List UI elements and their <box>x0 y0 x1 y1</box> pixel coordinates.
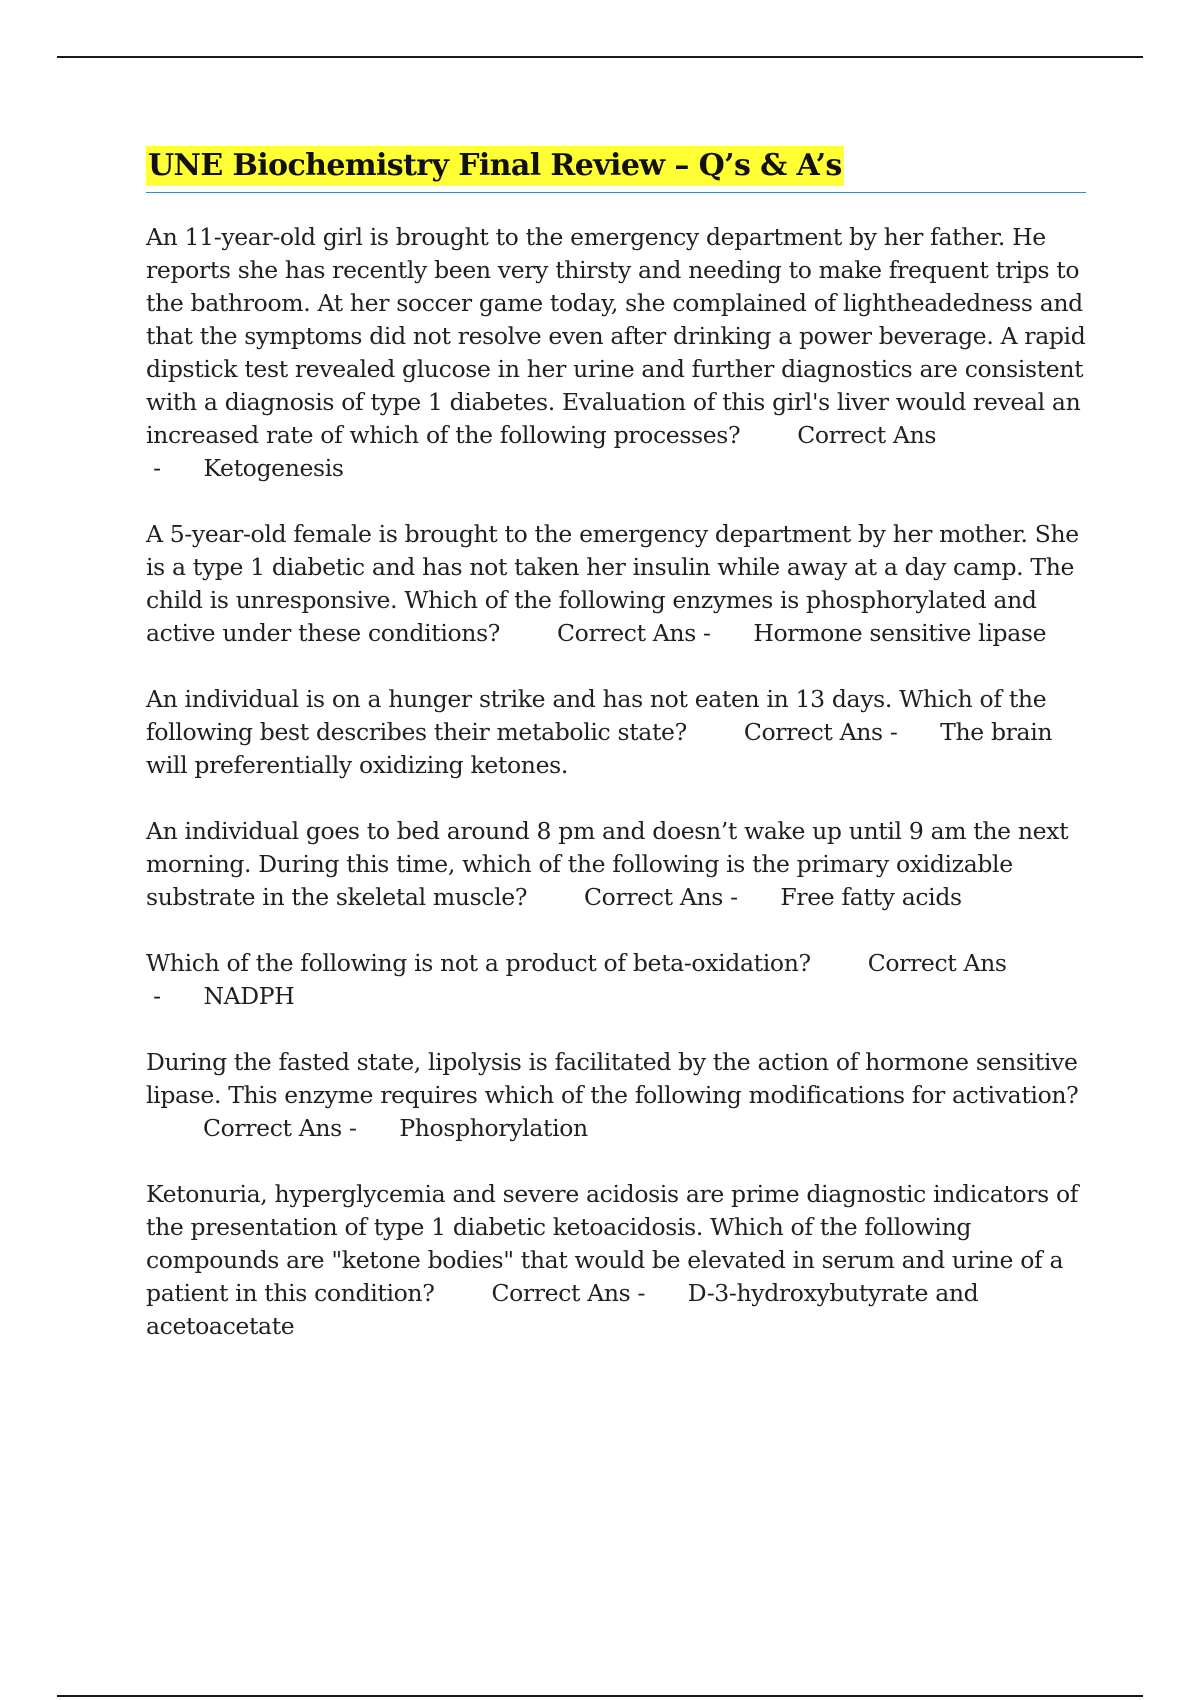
qa-item-3: An individual is on a hunger strike and has not eaten in 13 days. Which of the following best describes their metabolic state? Correct Ans - The brain will preferentially oxidizing ketones. <box>146 685 1053 779</box>
qa-item-2: A 5-year-old female is brought to the emergency department by her mother. She is a type 1 diabetic and has not taken her insulin while away at a day camp. The child is unresponsive. Which of the following enzymes is phosphorylated and active under these conditions? Correct Ans - Hormone sensitive lipase <box>146 520 1079 647</box>
qa-item-4: An individual goes to bed around 8 pm and doesn’t wake up until 9 am the next morning. During this time, which of the following is the primary oxidizable substrate in the skeletal muscle? Correct Ans - Free fatty acids <box>146 817 1069 911</box>
document-body <box>146 146 1086 1376</box>
qa-item-1: An 11-year-old girl is brought to the emergency department by her father. He reports she has recently been very thirsty and needing to make frequent trips to the bathroom. At her soccer game today, she complained of lightheadedness and that the symptoms did not resolve even after drinking a power beverage. A rapid dipstick test revealed glucose in her urine and further diagnostics are consistent with a diagnosis of type 1 diabetes. Evaluation of this girl's liver would reveal an increased rate of which of the following processes? Correct Ans - Ketogenesis <box>146 223 1086 482</box>
qa-item-6: During the fasted state, lipolysis is facilitated by the action of hormone sensitive lipase. This enzyme requires which of the following modifications for activation? Correct Ans - Phosphorylation <box>146 1048 1079 1142</box>
question-text: A 5-year-old female is brought to the emergency department by her mother. She is a type 1 diabetic and has not taken her insulin while away at a day camp. The child is unresponsive. Which of the following enzymes is phosphorylated and active under these conditions? <box>146 520 1079 647</box>
question-text: An individual goes to bed around 8 pm and doesn’t wake up until 9 am the next morning. During this time, which of the following is the primary oxidizable substrate in the skeletal muscle? <box>146 817 1069 911</box>
answer-text: NADPH <box>203 982 295 1010</box>
answer-text: Hormone sensitive lipase <box>753 619 1047 647</box>
question-text: Ketonuria, hyperglycemia and severe acidosis are prime diagnostic indicators of the presentation of type 1 diabetic ketoacidosis. Which of the following compounds are "ketone bodies" that would be elevated in serum and urine of a patient in this condition? <box>146 1180 1079 1307</box>
question-text: An 11-year-old girl is brought to the emergency department by her father. He reports she has recently been very thirsty and needing to make frequent trips to the bathroom. At her soccer game today, she complained of lightheadedness and that the symptoms did not resolve even after drinking a power beverage. A rapid dipstick test revealed glucose in her urine and further diagnostics are consistent with a diagnosis of type 1 diabetes. Evaluation of this girl's liver would reveal an increased rate of which of the following processes? <box>146 223 1086 449</box>
answer-label: Correct Ans <box>202 1114 342 1142</box>
qa-item-5: Which of the following is not a product of beta-oxidation? Correct Ans - NADPH <box>146 949 1007 1010</box>
answer-text: D-3-hydroxybutyrate and acetoacetate <box>146 1279 979 1340</box>
answer-label: Correct Ans <box>491 1279 631 1307</box>
top-rule <box>57 56 1143 58</box>
answer-label: Correct Ans <box>584 883 723 911</box>
question-text: An individual is on a hunger strike and has not eaten in 13 days. Which of the following best describes their metabolic state? <box>146 685 1047 746</box>
answer-text: Phosphorylation <box>399 1114 588 1142</box>
answer-label: Correct Ans <box>557 619 696 647</box>
question-text: Which of the following is not a product of beta-oxidation? <box>146 949 811 977</box>
answer-text: The brain will preferentially oxidizing ketones. <box>146 718 1053 779</box>
answer-label: Correct Ans <box>743 718 883 746</box>
answer-text: Free fatty acids <box>780 883 962 911</box>
answer-text: Ketogenesis <box>203 454 344 482</box>
title-block <box>146 146 1086 193</box>
document-title: UNE Biochemistry Final Review – Q’s & A’s <box>146 146 844 186</box>
answer-label: Correct Ans <box>797 421 937 449</box>
answer-label: Correct Ans <box>867 949 1007 977</box>
bottom-rule <box>57 1695 1143 1697</box>
qa-item-7: Ketonuria, hyperglycemia and severe acidosis are prime diagnostic indicators of the presentation of type 1 diabetic ketoacidosis. Which of the following compounds are "ketone bodies" that would be elevated in serum and urine of a patient in this condition? Correct Ans - D-3-hydroxybutyrate and acetoacetate <box>146 1180 1079 1340</box>
question-text: During the fasted state, lipolysis is facilitated by the action of hormone sensitive lipase. This enzyme requires which of the following modifications for activation? <box>146 1048 1079 1109</box>
